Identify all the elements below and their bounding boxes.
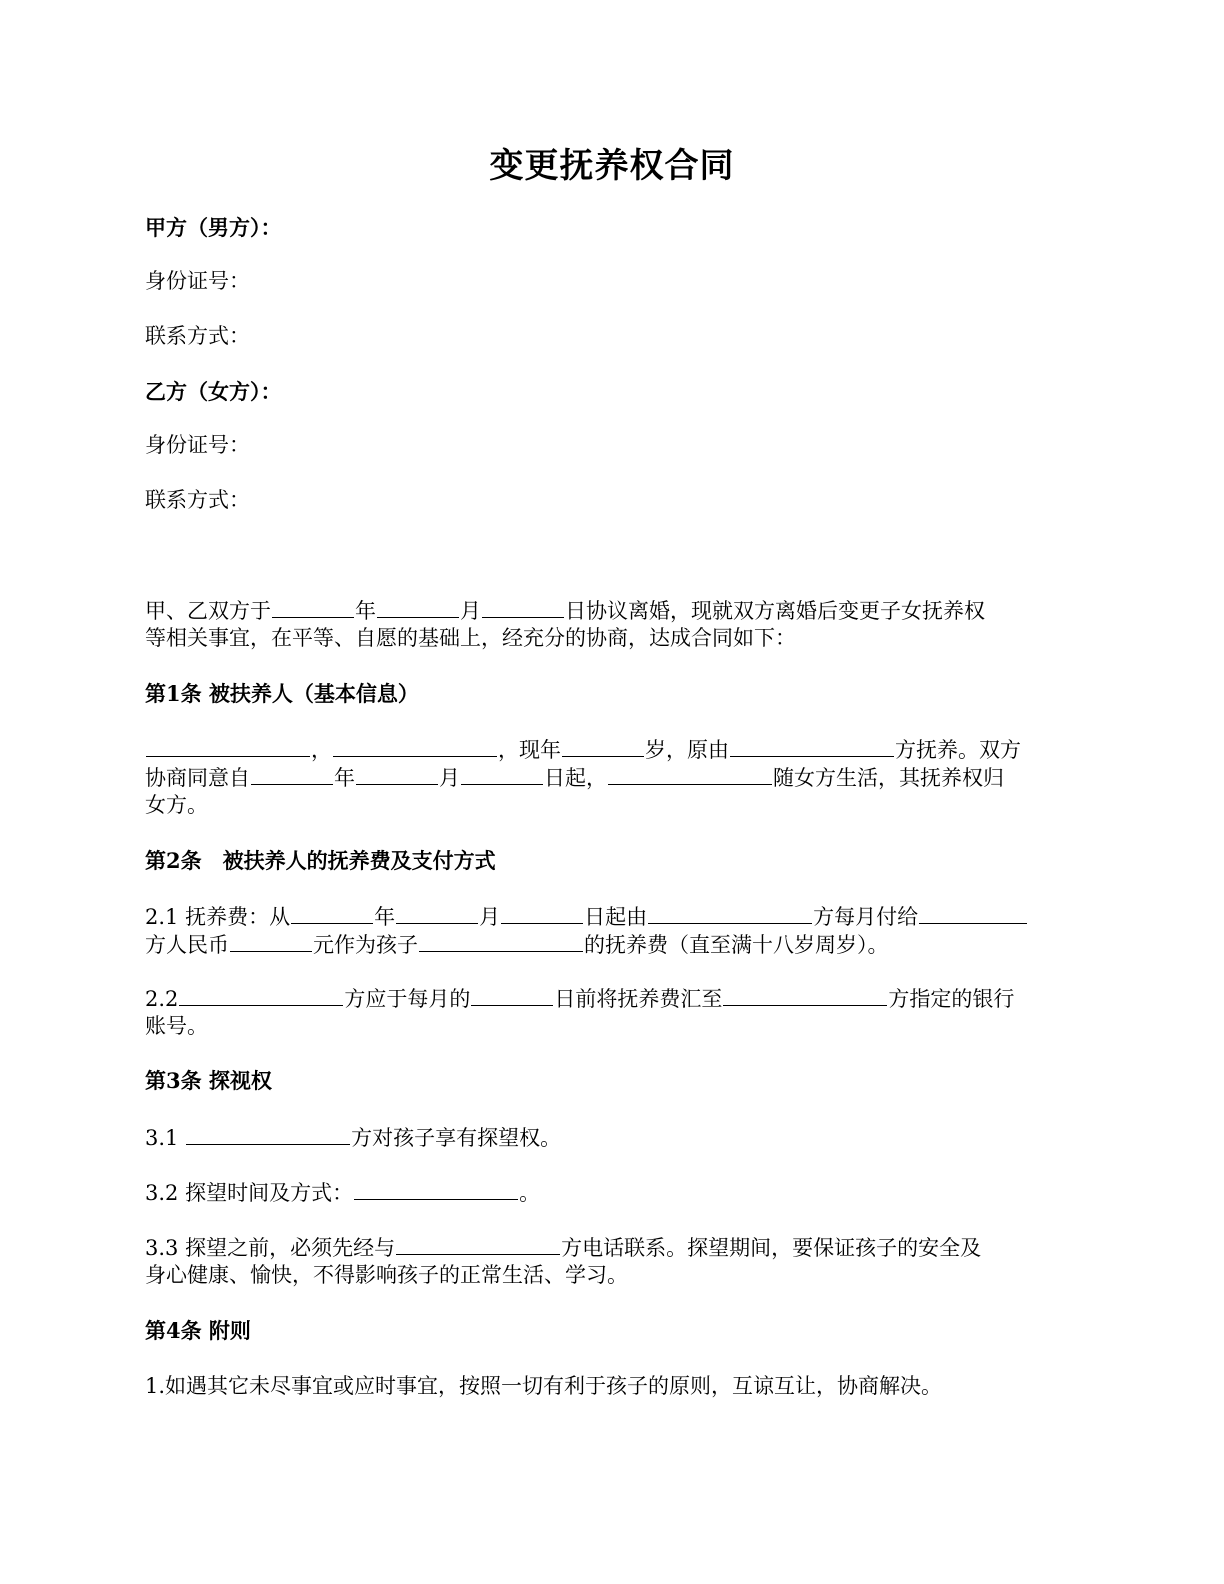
section-text: 方应于每月的 xyxy=(344,987,471,1011)
section-text: 随女方生活，其抚养权归 xyxy=(773,766,1004,790)
section-text: 月 xyxy=(479,905,501,929)
section-4-heading: 第4条 附则 xyxy=(145,1318,251,1343)
party-b-id-label: 身份证号： xyxy=(145,433,250,457)
section-text: 3.1 xyxy=(145,1126,186,1150)
blank-day-field[interactable] xyxy=(482,597,564,618)
intro-text: 年 xyxy=(355,599,376,623)
blank-year-field[interactable] xyxy=(291,903,373,924)
intro-text: 甲、乙双方于 xyxy=(145,599,271,623)
section-text: 月 xyxy=(439,766,460,790)
section-text: 2.2 xyxy=(145,987,179,1011)
blank-month-field[interactable] xyxy=(396,903,478,924)
party-a-label: 甲方（男方）： xyxy=(145,215,282,240)
section-text: 2.1 抚养费：从 xyxy=(145,905,291,929)
blank-amount-field[interactable] xyxy=(230,931,312,952)
section-text: 方人民币 xyxy=(145,933,229,957)
party-b-label: 乙方（女方）： xyxy=(145,379,282,404)
clause-3-2 xyxy=(145,1179,1075,1207)
blank-payer-field[interactable] xyxy=(179,985,343,1006)
section-text: 日前将抚养费汇至 xyxy=(554,987,723,1011)
document-title: 变更抚养权合同 xyxy=(489,146,735,186)
intro-text: 日协议离婚，现就双方离婚后变更子女抚养权 xyxy=(565,599,985,623)
intro-text: 等相关事宜，在平等、自愿的基础上，经充分的协商，达成合同如下： xyxy=(145,626,796,650)
intro-paragraph xyxy=(145,597,1075,652)
blank-payer-field[interactable] xyxy=(648,903,812,924)
section-text: 岁，原由 xyxy=(645,738,729,762)
blank-year-field[interactable] xyxy=(272,597,354,618)
clause-2-2 xyxy=(145,985,1075,1040)
section-text: 方抚养。双方 xyxy=(895,738,1021,762)
section-text: 方电话联系。探望期间，要保证孩子的安全及 xyxy=(561,1236,982,1260)
blank-day-field[interactable] xyxy=(471,985,553,1006)
blank-visit-schedule-field[interactable] xyxy=(354,1179,518,1200)
clause-4-1: 1.如遇其它未尽事宜或应时事宜，按照一切有利于孩子的原则，互谅互让，协商解决。 xyxy=(145,1374,943,1398)
section-text: 方指定的银行 xyxy=(888,987,1015,1011)
section-text: 方对孩子享有探望权。 xyxy=(351,1126,562,1150)
section-text: 女方。 xyxy=(145,793,208,817)
intro-text: 月 xyxy=(460,599,481,623)
blank-visiting-party-field[interactable] xyxy=(186,1124,350,1145)
section-text: 日起由 xyxy=(584,905,648,929)
section-text: 3.3 探望之前，必须先经与 xyxy=(145,1236,396,1260)
party-a-contact-label: 联系方式： xyxy=(145,324,250,348)
blank-child-gender-field[interactable] xyxy=(333,736,497,757)
clause-3-1 xyxy=(145,1124,1075,1152)
blank-payee-field[interactable] xyxy=(723,985,887,1006)
section-text: 年 xyxy=(334,766,355,790)
section-text: 的抚养费（直至满十八岁周岁）。 xyxy=(584,933,889,957)
clause-3-3 xyxy=(145,1234,1075,1289)
blank-original-custodian-field[interactable] xyxy=(730,736,894,757)
section-text: 。 xyxy=(519,1181,541,1205)
blank-child-name-field[interactable] xyxy=(419,931,583,952)
section-text: 协商同意自 xyxy=(145,766,250,790)
section-text: 账号。 xyxy=(145,1014,208,1038)
blank-month-field[interactable] xyxy=(356,764,438,785)
blank-age-field[interactable] xyxy=(562,736,644,757)
blank-day-field[interactable] xyxy=(501,903,583,924)
blank-month-field[interactable] xyxy=(377,597,459,618)
section-text: 3.2 探望时间及方式： xyxy=(145,1181,354,1205)
blank-child-name-field[interactable] xyxy=(146,736,310,757)
section-1-heading: 第1条 被扶养人（基本信息） xyxy=(145,681,419,706)
section-text: 日起， xyxy=(544,766,607,790)
section-text: 方每月付给 xyxy=(813,905,919,929)
party-a-id-label: 身份证号： xyxy=(145,269,250,293)
section-3-heading: 第3条 探视权 xyxy=(145,1068,272,1093)
blank-contact-party-field[interactable] xyxy=(396,1234,560,1255)
blank-payee-field[interactable] xyxy=(919,903,1027,924)
section-2-heading: 第2条 被扶养人的抚养费及支付方式 xyxy=(145,848,496,873)
blank-child-name-field[interactable] xyxy=(608,764,772,785)
party-b-contact-label: 联系方式： xyxy=(145,488,250,512)
section-1-paragraph xyxy=(145,736,1075,819)
section-text: 身心健康、愉快，不得影响孩子的正常生活、学习。 xyxy=(145,1263,628,1287)
section-text: 元作为孩子 xyxy=(313,933,418,957)
section-text: 年 xyxy=(374,905,396,929)
clause-2-1 xyxy=(145,903,1075,959)
blank-day-field[interactable] xyxy=(461,764,543,785)
section-text: ， xyxy=(311,738,332,762)
section-text: ，现年 xyxy=(498,738,561,762)
blank-year-field[interactable] xyxy=(251,764,333,785)
